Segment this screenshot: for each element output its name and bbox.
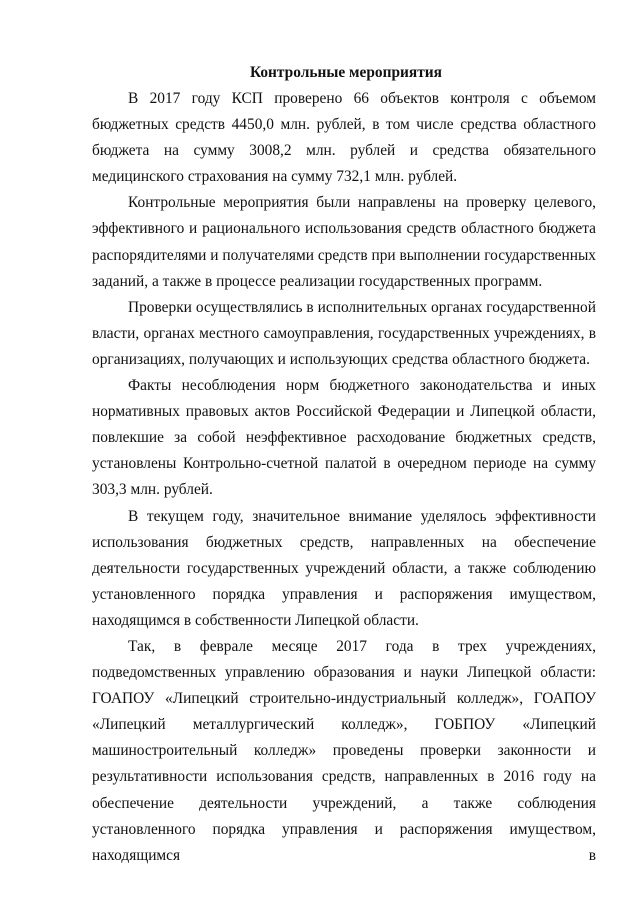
paragraph-current-year-focus: В текущем году, значительное внимание уделялось эффективности использования бюджетных средств, направленных на обеспечение деятельности государственных учреждений области, а также соблюдению установленного порядка управления и распоряжения имуществом, находящимся в собственности Липецкой области.	[92, 507, 596, 629]
paragraph-control-goals: Контрольные мероприятия были направлены на проверку целевого, эффективного и рационального использования средств областного бюджета распорядителями и получателями средств при выполнении государственных заданий, а также в процессе реализации государственных программ.	[92, 194, 596, 290]
paragraph-audit-summary: В 2017 году КСП проверено 66 объектов контроля с объемом бюджетных средств 4450,0 млн. рублей, в том числе средства областного бюджета на сумму 3008,2 млн. рублей и средства обязательного медицинского страхования на сумму 732,1 млн. рублей.	[92, 90, 596, 186]
document-page	[92, 60, 596, 869]
section-title: Контрольные мероприятия	[249, 64, 443, 81]
paragraph-inspection-scope: Проверки осуществлялись в исполнительных органах государственной власти, органах местного самоуправления, государственных учреждениях, в организациях, получающих и использующих средства областного бюджета.	[92, 298, 596, 368]
paragraph-february-inspections: Так, в феврале месяце 2017 года в трех учреждениях, подведомственных управлению образования и науки Липецкой области: ГОАПОУ «Липецкий строительно-индустриальный колледж», ГОАПОУ «Липецкий металлургический колледж», ГОБПОУ «Липецкий машиностроительный колледж» проведены проверки законности и результативности использования средств, направленных в 2016 году на обеспечение деятельности учреждений, а также соблюдения установленного порядка управления и распоряжения имуществом, находящимся в	[92, 637, 596, 864]
paragraph-violations: Факты несоблюдения норм бюджетного законодательства и иных нормативных правовых актов Российской Федерации и Липецкой области, повлекшие за собой неэффективное расходование бюджетных средств, установлены Контрольно-счетной палатой в очередном периоде на сумму 303,3 млн. рублей.	[92, 377, 596, 499]
